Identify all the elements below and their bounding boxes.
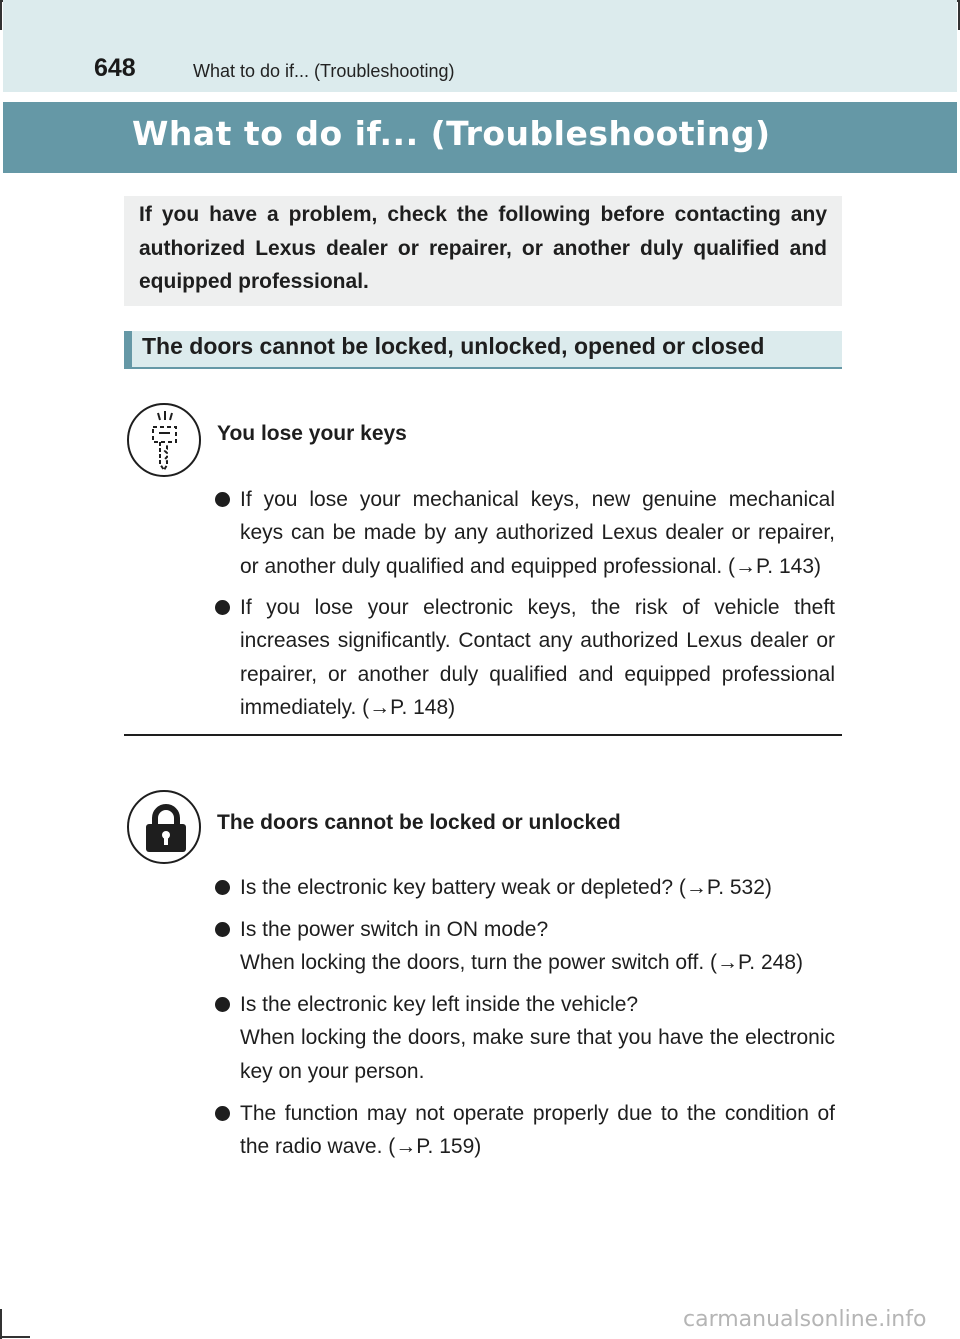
watermark: carmanualsonline.info xyxy=(683,1307,927,1332)
crop-mark xyxy=(0,1309,2,1339)
key-icon xyxy=(127,403,201,477)
bullet-text: Is the electronic key left inside the vehicle? When locking the doors, make sure that you have the electronic key on your person. xyxy=(240,993,835,1083)
section-divider xyxy=(124,734,842,736)
bullet-dot xyxy=(215,600,230,615)
page-title: What to do if... (Troubleshooting) xyxy=(132,114,771,153)
padlock-icon xyxy=(127,790,201,864)
subheading-lost-keys: You lose your keys xyxy=(217,422,407,445)
bullet-dot xyxy=(215,922,230,937)
bullet-dot xyxy=(215,1106,230,1121)
crop-mark xyxy=(0,0,2,30)
page-number: 648 xyxy=(94,54,136,82)
header-band xyxy=(3,0,957,92)
crop-mark xyxy=(0,1336,30,1338)
bullet-text: Is the power switch in ON mode? When locking the doors, turn the power switch off. (→P. 248) xyxy=(240,918,804,975)
bullet-text: If you lose your electronic keys, the risk of vehicle theft increases significantly. Contact any authorized Lexus dealer or repairer, or another duly qualified and equipped professional immediately. (→P. 148) xyxy=(240,596,835,719)
bullet-text: The function may not operate properly due to the condition of the radio wave. (→P. 159) xyxy=(240,1102,835,1159)
bullet-dot xyxy=(215,880,230,895)
intro-text: If you have a problem, check the following before contacting any authorized Lexus dealer or repairer, or another duly qualified and equipped professional. xyxy=(139,203,827,293)
running-head: What to do if... (Troubleshooting) xyxy=(193,61,455,81)
section-heading: The doors cannot be locked, unlocked, opened or closed xyxy=(142,333,765,359)
bullet-dot xyxy=(215,492,230,507)
bullet-dot xyxy=(215,997,230,1012)
subheading-doors-lock: The doors cannot be locked or unlocked xyxy=(217,811,621,834)
bullet-text: Is the electronic key battery weak or depleted? (→P. 532) xyxy=(240,876,772,899)
bullet-text: If you lose your mechanical keys, new genuine mechanical keys can be made by any authorized Lexus dealer or repairer, or another duly qualified and equipped professional. (→P. 143) xyxy=(240,488,835,578)
